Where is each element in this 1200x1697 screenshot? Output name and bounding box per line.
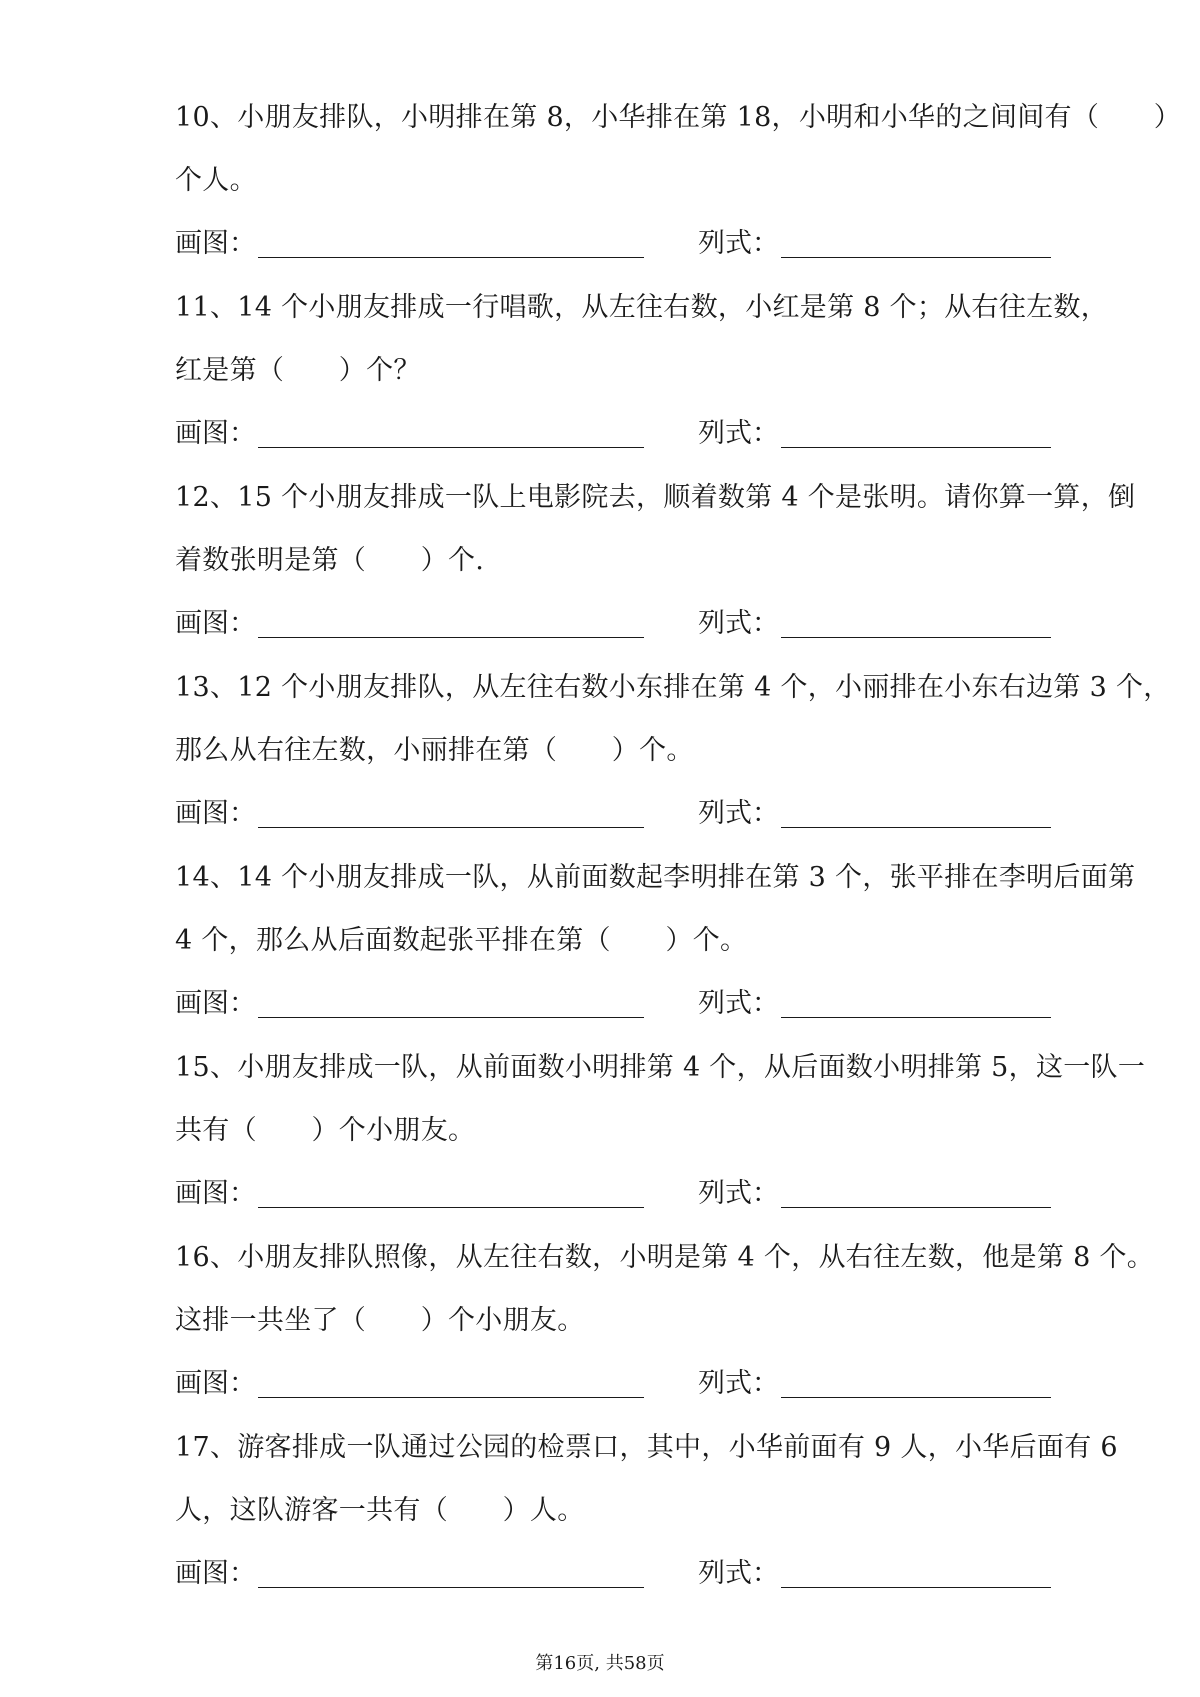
answer-row	[175, 592, 1160, 655]
draw-answer-line[interactable]	[258, 1397, 644, 1398]
formula-label: 列式：	[698, 1558, 779, 1589]
draw-answer-line[interactable]	[258, 827, 644, 828]
draw-label: 画图：	[175, 418, 256, 449]
formula-label: 列式：	[698, 988, 779, 1019]
question-text-line2: 共有（ ）个小朋友。	[175, 1115, 476, 1146]
formula-answer-line[interactable]	[781, 1017, 1051, 1018]
question-15	[175, 1036, 1160, 1225]
question-text-line1: 14、14 个小朋友排成一队，从前面数起李明排在第 3 个，张平排在李明后面第	[175, 862, 1136, 893]
draw-answer-line[interactable]	[258, 1207, 644, 1208]
draw-label: 画图：	[175, 798, 256, 829]
question-text-line1: 16、小朋友排队照像，从左往右数，小明是第 4 个，从右往左数，他是第 8 个。	[175, 1242, 1155, 1273]
draw-label: 画图：	[175, 1558, 256, 1589]
formula-answer-line[interactable]	[781, 1587, 1051, 1588]
question-text-line2: 着数张明是第（ ）个.	[175, 545, 485, 576]
formula-answer-line[interactable]	[781, 447, 1051, 448]
draw-label: 画图：	[175, 228, 256, 259]
draw-label: 画图：	[175, 1178, 256, 1209]
formula-answer-line[interactable]	[781, 1207, 1051, 1208]
formula-answer-line[interactable]	[781, 637, 1051, 638]
draw-label: 画图：	[175, 608, 256, 639]
page-number-footer: 第16页, 共58页	[535, 1653, 665, 1674]
question-text-line1: 10、小朋友排队，小明排在第 8，小华排在第 18，小明和小华的之间间有（ ）	[175, 102, 1182, 133]
question-text-line2: 个人。	[175, 165, 257, 196]
question-text-line2: 那么从右往左数，小丽排在第（ ）个。	[175, 735, 694, 766]
question-10	[175, 86, 1182, 275]
answer-row	[175, 782, 1160, 845]
question-text-line2: 人，这队游客一共有（ ）人。	[175, 1495, 585, 1526]
question-text-line1: 13、12 个小朋友排队，从左往右数小东排在第 4 个，小丽排在小东右边第 3 个，	[175, 672, 1171, 703]
question-text-line1: 17、游客排成一队通过公园的检票口，其中，小华前面有 9 人，小华后面有 6	[175, 1432, 1118, 1463]
draw-label: 画图：	[175, 1368, 256, 1399]
question-11	[175, 276, 1160, 465]
question-13	[175, 656, 1171, 845]
draw-answer-line[interactable]	[258, 1017, 644, 1018]
draw-answer-line[interactable]	[258, 637, 644, 638]
answer-row	[175, 1542, 1160, 1605]
formula-label: 列式：	[698, 418, 779, 449]
answer-row	[175, 972, 1160, 1035]
formula-label: 列式：	[698, 608, 779, 639]
question-text-line2: 4 个，那么从后面数起张平排在第（ ）个。	[175, 925, 748, 956]
question-17	[175, 1416, 1160, 1605]
question-text-line2: 红是第（ ）个？	[175, 355, 421, 386]
formula-label: 列式：	[698, 798, 779, 829]
question-text-line1: 15、小朋友排成一队，从前面数小明排第 4 个，从后面数小明排第 5，这一队一	[175, 1052, 1146, 1083]
answer-row	[175, 1162, 1160, 1225]
draw-answer-line[interactable]	[258, 447, 644, 448]
formula-label: 列式：	[698, 228, 779, 259]
draw-answer-line[interactable]	[258, 257, 644, 258]
question-14	[175, 846, 1160, 1035]
draw-label: 画图：	[175, 988, 256, 1019]
answer-row	[175, 402, 1160, 465]
question-16	[175, 1226, 1160, 1415]
draw-answer-line[interactable]	[258, 1587, 644, 1588]
question-text-line1: 11、14 个小朋友排成一行唱歌，从左往右数，小红是第 8 个；从右往左数，	[175, 292, 1109, 323]
question-text-line1: 12、15 个小朋友排成一队上电影院去，顺着数第 4 个是张明。请你算一算，倒	[175, 482, 1136, 513]
question-text-line2: 这排一共坐了（ ）个小朋友。	[175, 1305, 585, 1336]
question-12	[175, 466, 1160, 655]
formula-label: 列式：	[698, 1178, 779, 1209]
formula-answer-line[interactable]	[781, 1397, 1051, 1398]
formula-label: 列式：	[698, 1368, 779, 1399]
answer-row	[175, 1352, 1160, 1415]
formula-answer-line[interactable]	[781, 827, 1051, 828]
formula-answer-line[interactable]	[781, 257, 1051, 258]
answer-row	[175, 212, 1160, 275]
